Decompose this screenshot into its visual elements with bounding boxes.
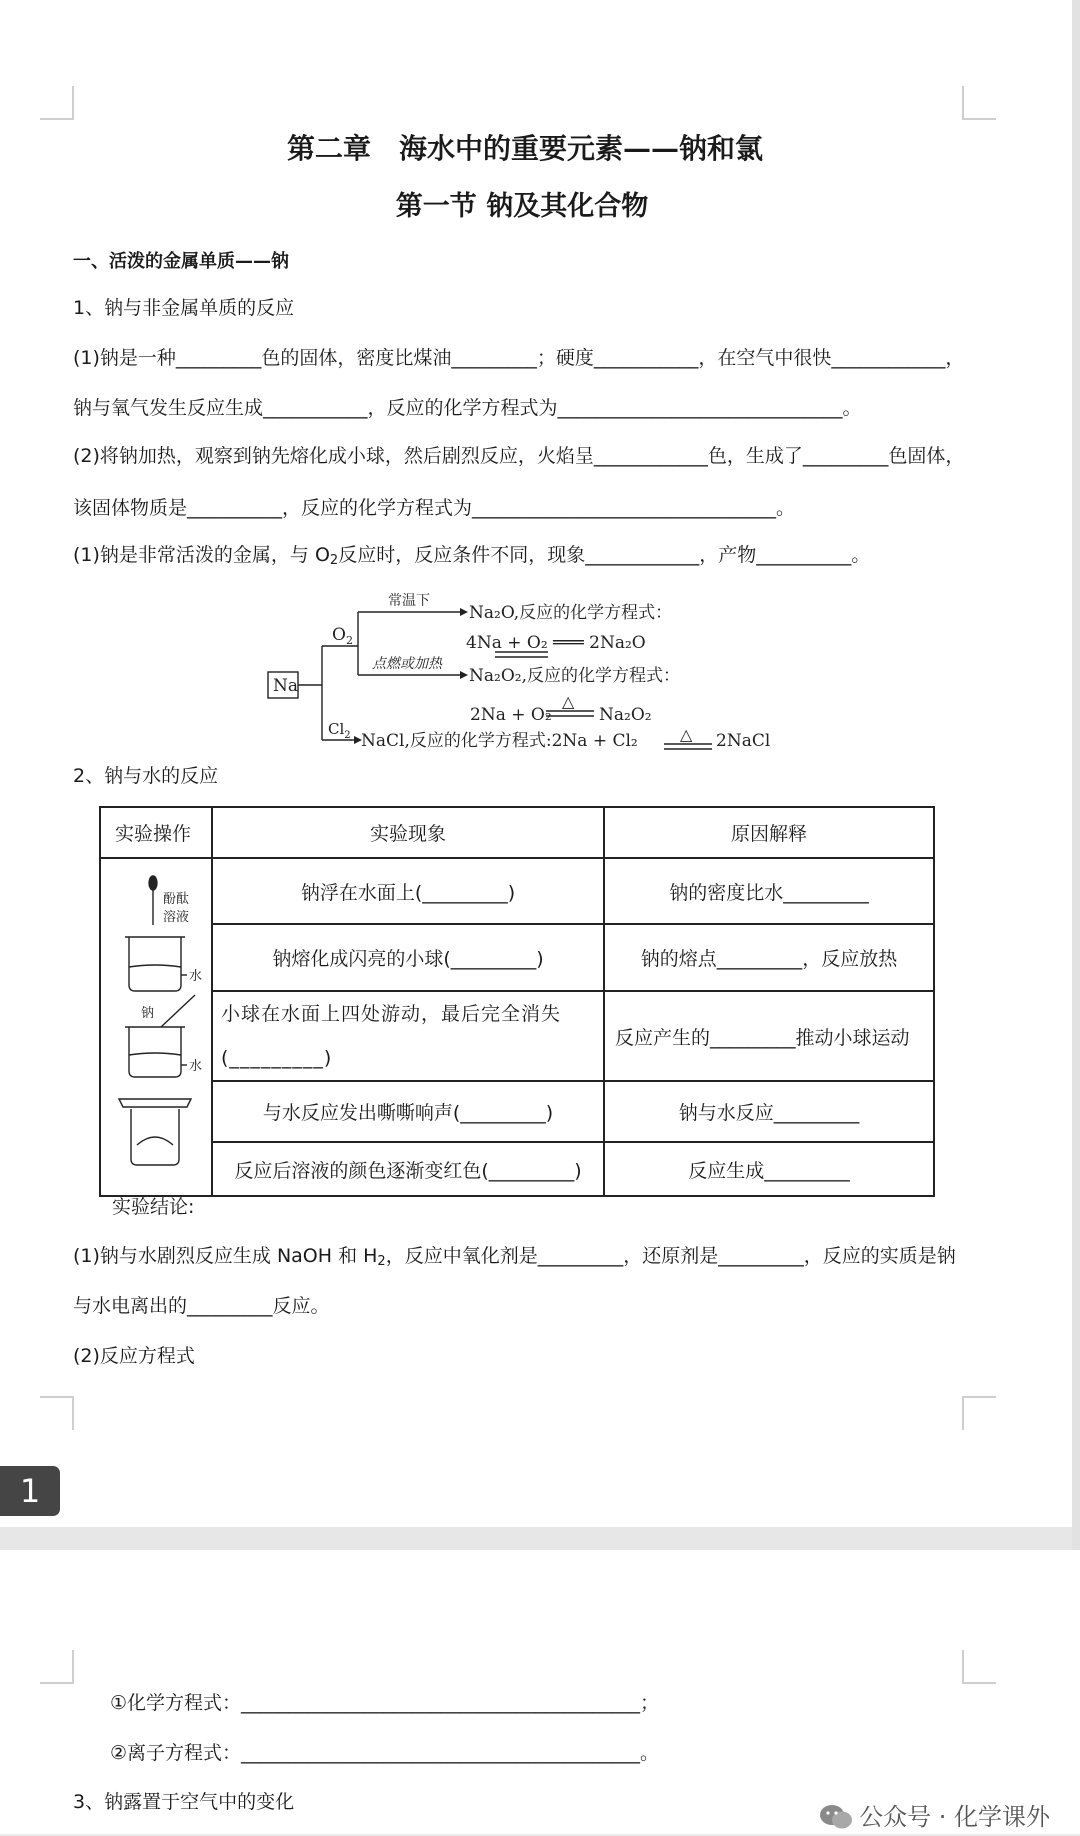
nacl-right: 2NaCl (716, 731, 771, 751)
heat-symbol-1: △ (562, 692, 575, 711)
watermark (819, 1797, 1050, 1832)
reason-cell: 钠的熔点_________，反应放热 (604, 924, 934, 991)
beaker-3-reaction (137, 1137, 173, 1145)
table-row (100, 1142, 934, 1196)
question-3-subscript: 2 (329, 553, 339, 568)
table-row (100, 924, 934, 991)
crop-mark-bottom-right (962, 1396, 996, 1430)
question-1-line-1: (1)钠是一种_________色的固体，密度比煤油_________；硬度___________，在空气中很快____________， (73, 347, 965, 369)
document-page-2 (0, 1550, 1080, 1834)
apparatus-figure (101, 859, 207, 1189)
sub3-heading: 3、钠露置于空气中的变化 (73, 1791, 295, 1813)
page-number-badge[interactable]: 1 (0, 1466, 60, 1516)
crop-mark-bottom-left (40, 1396, 74, 1430)
chapter-title: 第二章 海水中的重要元素——钠和氯 (286, 132, 763, 165)
page-gap (0, 1527, 1080, 1550)
table-row (100, 1081, 934, 1142)
table-row (100, 858, 934, 924)
cl2-label: $Cl_2$ (328, 720, 351, 741)
eq2-right: Na₂O₂ (599, 705, 652, 725)
crop-mark-top-right (962, 86, 996, 120)
sub1-heading: 1、钠与非金属单质的反应 (73, 297, 295, 319)
question-2-line-1: (2)将钠加热，观察到钠先熔化成小球，然后剧烈反应，火焰呈____________色，生成了_________色固体， (73, 445, 965, 467)
part1-heading: 一、活泼的金属单质——钠 (73, 251, 289, 272)
eq1-label: 4Na + O₂ ═══ 2Na₂O (466, 633, 646, 653)
eq2-left: 2Na + O₂ (470, 705, 552, 725)
reason-cell: 反应生成_________ (604, 1142, 934, 1196)
na2o-line: Na₂O,反应的化学方程式： (469, 603, 673, 623)
phenomenon-cell: 钠浮在水面上(_________) (212, 858, 604, 924)
experiment-table (99, 806, 935, 1197)
reason-cell: 反应产生的_________推动小球运动 (604, 991, 934, 1081)
table-row (100, 991, 934, 1081)
conclusion-1-suffix: ，反应中氧化剂是_________，还原剂是_________，反应的实质是钠 (385, 1245, 956, 1267)
phenomenon-cell: 与水反应发出嘶嘶响声(_________) (212, 1081, 604, 1142)
header-reason: 原因解释 (604, 807, 934, 858)
crop-mark-top-left (40, 86, 74, 120)
sub2-heading: 2、钠与水的反应 (73, 765, 219, 787)
reaction-diagram (0, 580, 1080, 770)
reason-cell: 钠与水反应_________ (604, 1081, 934, 1142)
arrowhead-2 (460, 671, 468, 679)
sodium-label: 钠 (141, 1006, 155, 1021)
indicator-label-2: 溶液 (163, 910, 190, 925)
question-3-suffix: 反应时，反应条件不同，现象____________，产物__________。 (338, 544, 871, 566)
glass-plate (119, 1099, 191, 1107)
conclusion-2: (2)反应方程式 (73, 1345, 195, 1367)
apparatus-figure-cell (100, 858, 212, 1196)
header-operation: 实验操作 (100, 807, 212, 858)
indicator-label-1: 酚酞 (163, 892, 190, 907)
water-label-2: 水 (189, 1059, 203, 1074)
ionic-eq-ionic-line: ②离子方程式：__________________________________________。 (110, 1742, 660, 1764)
question-3-prefix: (1)钠是非常活泼的金属，与 O (73, 544, 330, 566)
phenomenon-cell: 钠熔化成闪亮的小球(_________) (212, 924, 604, 991)
condition-heating: 点燃或加热 (372, 656, 442, 672)
beaker-1 (129, 937, 181, 991)
conclusion-heading: 实验结论: (112, 1196, 195, 1218)
crop-mark-top-left (40, 1650, 74, 1684)
nacl-line: NaCl,反应的化学方程式:2Na + Cl₂ (361, 731, 638, 751)
na-label: Na (273, 676, 299, 696)
water-label-1: 水 (189, 969, 203, 984)
o2-label: $O_2$ (332, 625, 353, 647)
na2o2-line: Na₂O₂,反应的化学方程式： (469, 666, 680, 686)
dropper-bulb (149, 876, 157, 890)
condition-room-temp: 常温下 (388, 593, 430, 609)
watermark-text: 公众号 · 化学课外 (859, 1803, 1050, 1831)
wechat-icon (819, 1804, 853, 1830)
phenomenon-cell: 反应后溶液的颜色逐渐变红色(_________) (212, 1142, 604, 1196)
right-edge-strip (1072, 0, 1080, 1550)
tweezers (161, 995, 195, 1027)
heat-symbol-2: △ (680, 725, 693, 744)
table-header-row (100, 807, 934, 858)
conclusion-1-line-2: 与水电离出的_________反应。 (73, 1295, 330, 1317)
beaker-1-water (129, 965, 181, 967)
question-1-line-2: 钠与氧气发生反应生成___________，反应的化学方程式为______________________________。 (73, 397, 862, 419)
beaker-2-water (129, 1053, 181, 1055)
phenomenon-cell: 小球在水面上四处游动，最后完全消失(_________) (212, 991, 604, 1081)
conclusion-1-subscript: 2 (377, 1254, 386, 1269)
question-3 (73, 543, 870, 567)
reason-cell: 钠的密度比水_________ (604, 858, 934, 924)
header-phenomenon: 实验现象 (212, 807, 604, 858)
section-title: 第一节 钠及其化合物 (395, 191, 649, 222)
question-2-line-2: 该固体物质是__________，反应的化学方程式为________________________________。 (73, 497, 796, 519)
beaker-2 (129, 1027, 181, 1077)
ionic-eq-chemical-line: ①化学方程式：__________________________________________； (110, 1692, 660, 1714)
crop-mark-top-right (962, 1650, 996, 1684)
conclusion-1-prefix: (1)钠与水剧烈反应生成 NaOH 和 H (73, 1245, 378, 1267)
conclusion-1-line-1 (73, 1244, 956, 1268)
arrowhead-1 (460, 608, 468, 616)
